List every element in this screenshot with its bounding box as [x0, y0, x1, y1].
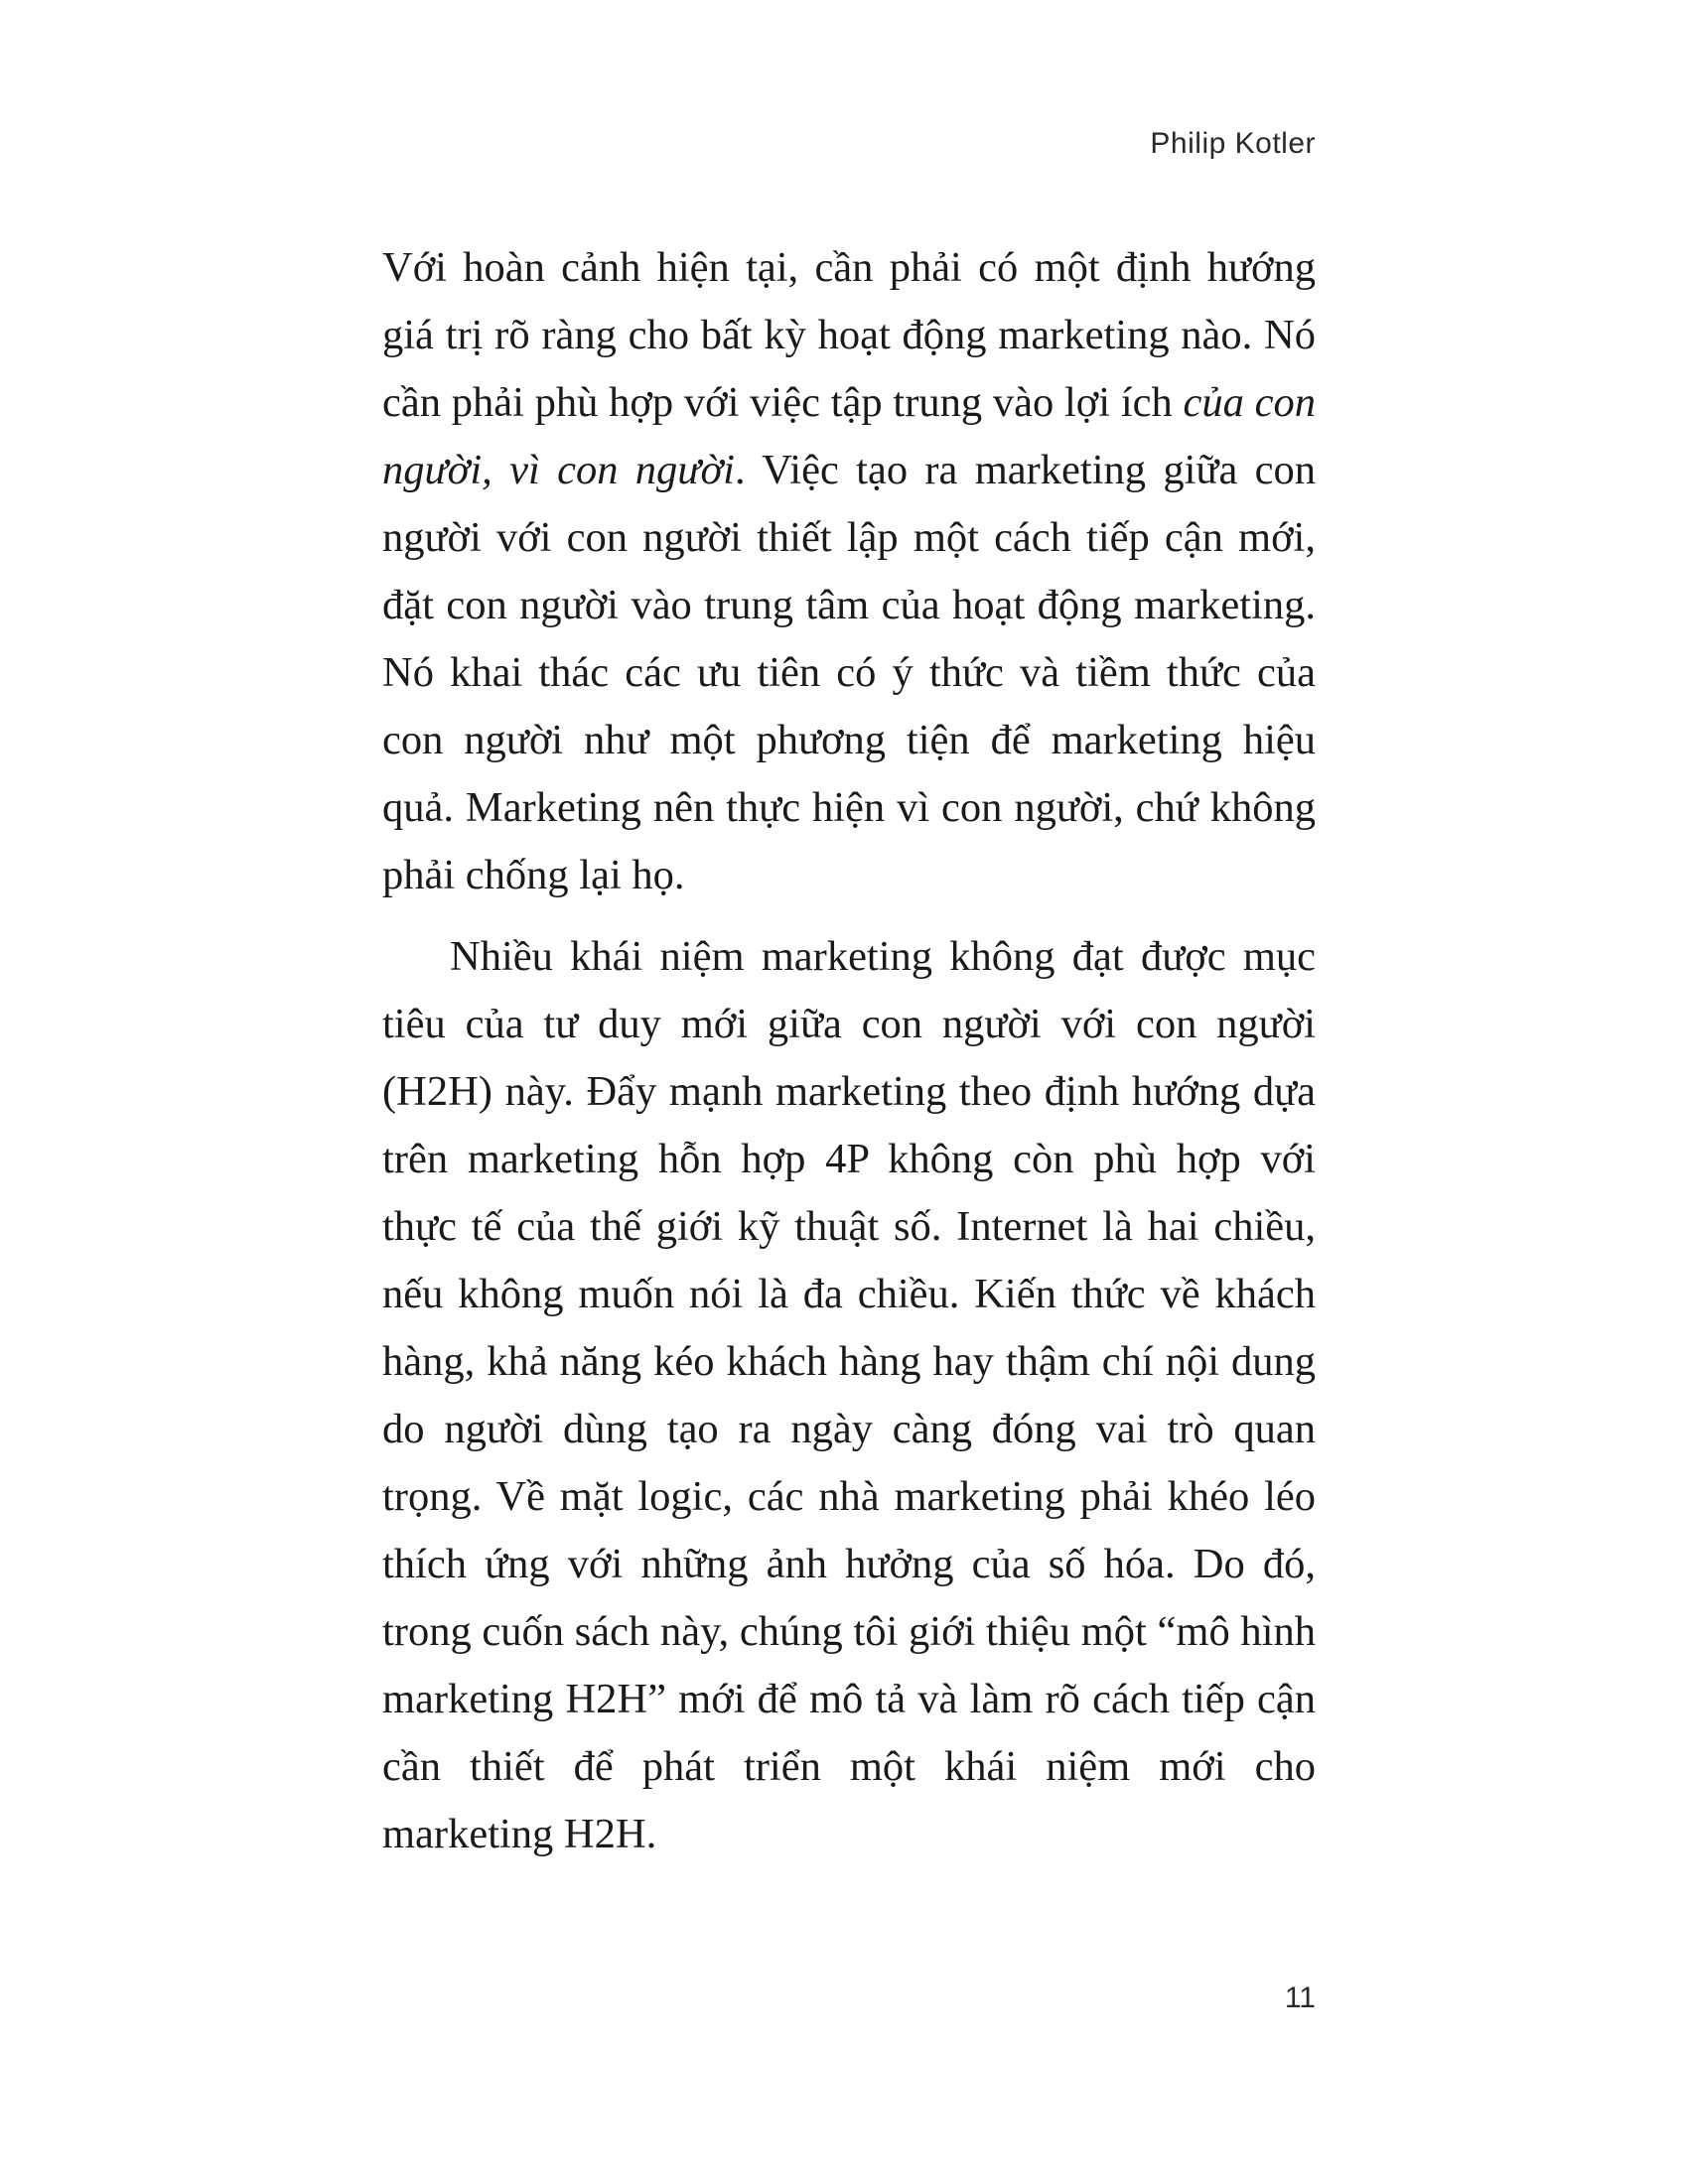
page-number: 11 — [1284, 1981, 1316, 2014]
paragraph-1 — [382, 234, 1316, 909]
paragraph-1-text-start: Với hoàn cảnh hiện tại, cần phải có một định hướng giá trị rõ ràng cho bất kỳ hoạt động marketing nào. Nó cần phải phù hợp với việc tập trung vào lợi ích — [382, 244, 1316, 426]
paragraph-1-text-end: . Việc tạo ra marketing giữa con người với con người thiết lập một cách tiếp cận mới, đặt con người vào trung tâm của hoạt động marketing. Nó khai thác các ưu tiên có ý thức và tiềm thức của con người như một phương tiện để marketing hiệu quả. Marketing nên thực hiện vì con người, chứ không phải chống lại họ. — [382, 447, 1316, 898]
body-text — [382, 234, 1316, 1868]
paragraph-1-italic-phrase: của con người, vì con người — [382, 379, 1316, 493]
running-header: Philip Kotler — [1150, 127, 1316, 160]
paragraph-2: Nhiều khái niệm marketing không đạt được mục tiêu của tư duy mới giữa con người với con người (H2H) này. Đẩy mạnh marketing theo định hướng dựa trên marketing hỗn hợp 4P không còn phù hợp với thực tế của thế giới kỹ thuật số. Internet là hai chiều, nếu không muốn nói là đa chiều. Kiến thức về khách hàng, khả năng kéo khách hàng hay thậm chí nội dung do người dùng tạo ra ngày càng đóng vai trò quan trọng. Về mặt logic, các nhà marketing phải khéo léo thích ứng với những ảnh hưởng của số hóa. Do đó, trong cuốn sách này, chúng tôi giới thiệu một “mô hình marketing H2H” mới để mô tả và làm rõ cách tiếp cận cần thiết để phát triển một khái niệm mới cho marketing H2H. — [382, 933, 1316, 1857]
